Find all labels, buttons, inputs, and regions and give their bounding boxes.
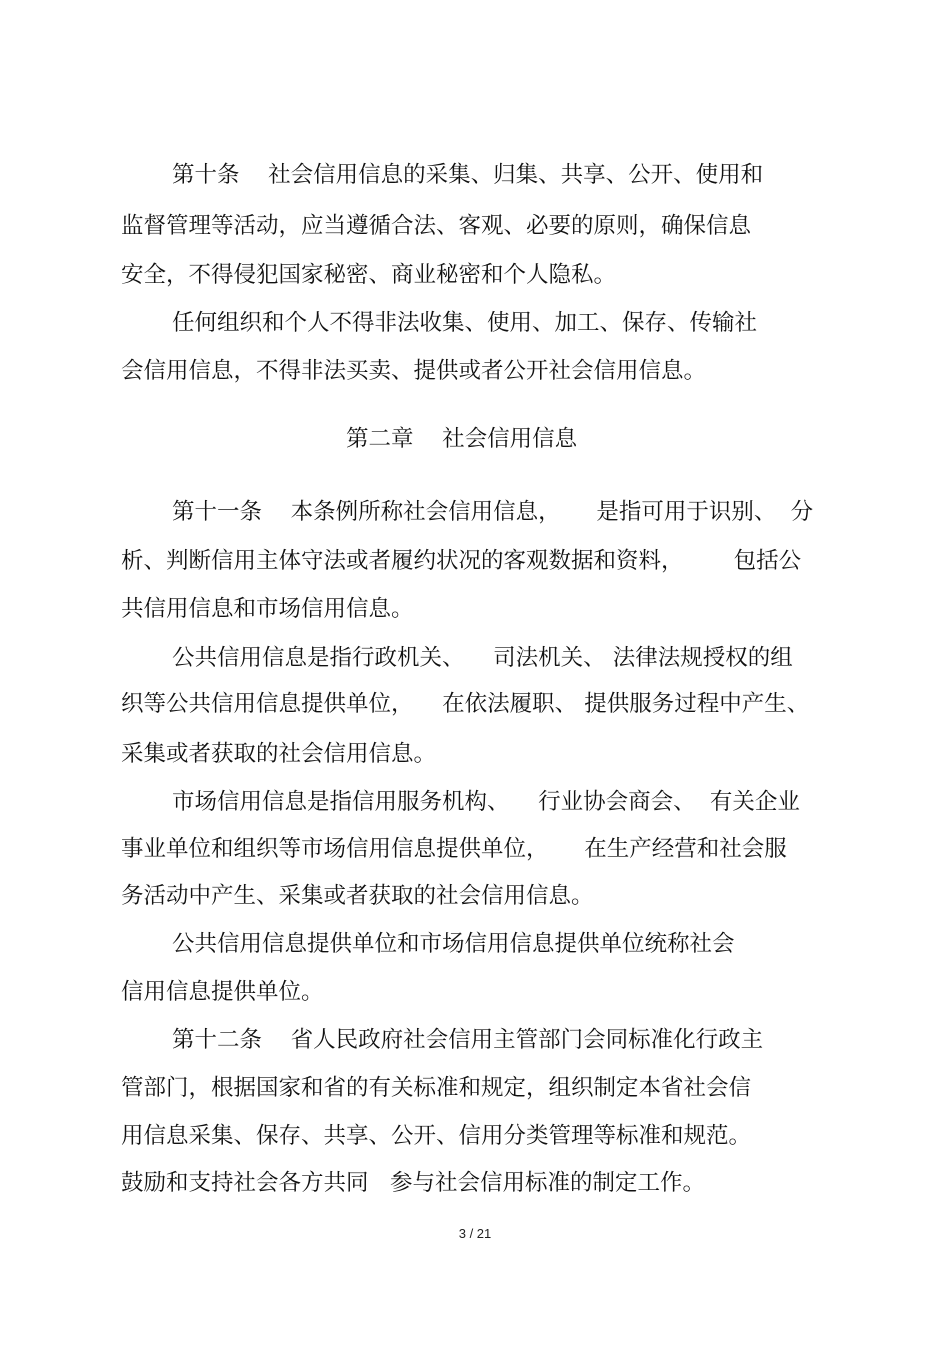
market-credit-line-2: 事业单位和组织等市场信用信息提供单位， 在生产经营和社会服 — [121, 836, 787, 862]
article-11-line-1: 第十一条 本条例所称社会信用信息， 是指可用于识别、 分 — [172, 499, 814, 525]
article-12-line-2: 管部门，根据国家和省的有关标准和规定，组织制定本省社会信 — [121, 1075, 752, 1101]
article-12-line-1: 第十二条 省人民政府社会信用主管部门会同标准化行政主 — [172, 1027, 764, 1053]
public-credit-line-3: 采集或者获取的社会信用信息。 — [121, 741, 437, 767]
page-indicator: 3 / 21 — [458, 1226, 492, 1241]
article-12-line-3: 用信息采集、保存、共享、公开、信用分类管理等标准和规范。 — [121, 1123, 752, 1149]
chapter-title: 第二章 社会信用信息 — [346, 426, 578, 452]
market-credit-line-3: 务活动中产生、采集或者获取的社会信用信息。 — [121, 883, 594, 909]
public-credit-line-1: 公共信用信息是指行政机关、 司法机关、 法律法规授权的组 — [172, 645, 793, 671]
article-10-line-3: 安全，不得侵犯国家秘密、商业秘密和个人隐私。 — [121, 262, 617, 288]
article-10-line-2: 监督管理等活动，应当遵循合法、客观、必要的原则，确保信息 — [121, 213, 752, 239]
provider-definition-line-2: 信用信息提供单位。 — [121, 979, 324, 1005]
article-11-line-3: 共信用信息和市场信用信息。 — [121, 596, 414, 622]
article-10-line-1: 第十条 社会信用信息的采集、归集、共享、公开、使用和 — [172, 162, 764, 188]
article-10-para2-line-2: 会信用信息，不得非法买卖、提供或者公开社会信用信息。 — [121, 358, 707, 384]
article-12-line-4: 鼓励和支持社会各方共同 参与社会信用标准的制定工作。 — [121, 1170, 705, 1196]
provider-definition-line-1: 公共信用信息提供单位和市场信用信息提供单位统称社会 — [172, 931, 735, 957]
market-credit-line-1: 市场信用信息是指信用服务机构、 行业协会商会、 有关企业 — [172, 789, 800, 815]
public-credit-line-2: 织等公共信用信息提供单位， 在依法履职、 提供服务过程中产生、 — [121, 691, 810, 717]
article-11-line-2: 析、判断信用主体守法或者履约状况的客观数据和资料， 包括公 — [121, 548, 802, 574]
article-10-para2-line-1: 任何组织和个人不得非法收集、使用、加工、保存、传输社 — [172, 310, 758, 336]
